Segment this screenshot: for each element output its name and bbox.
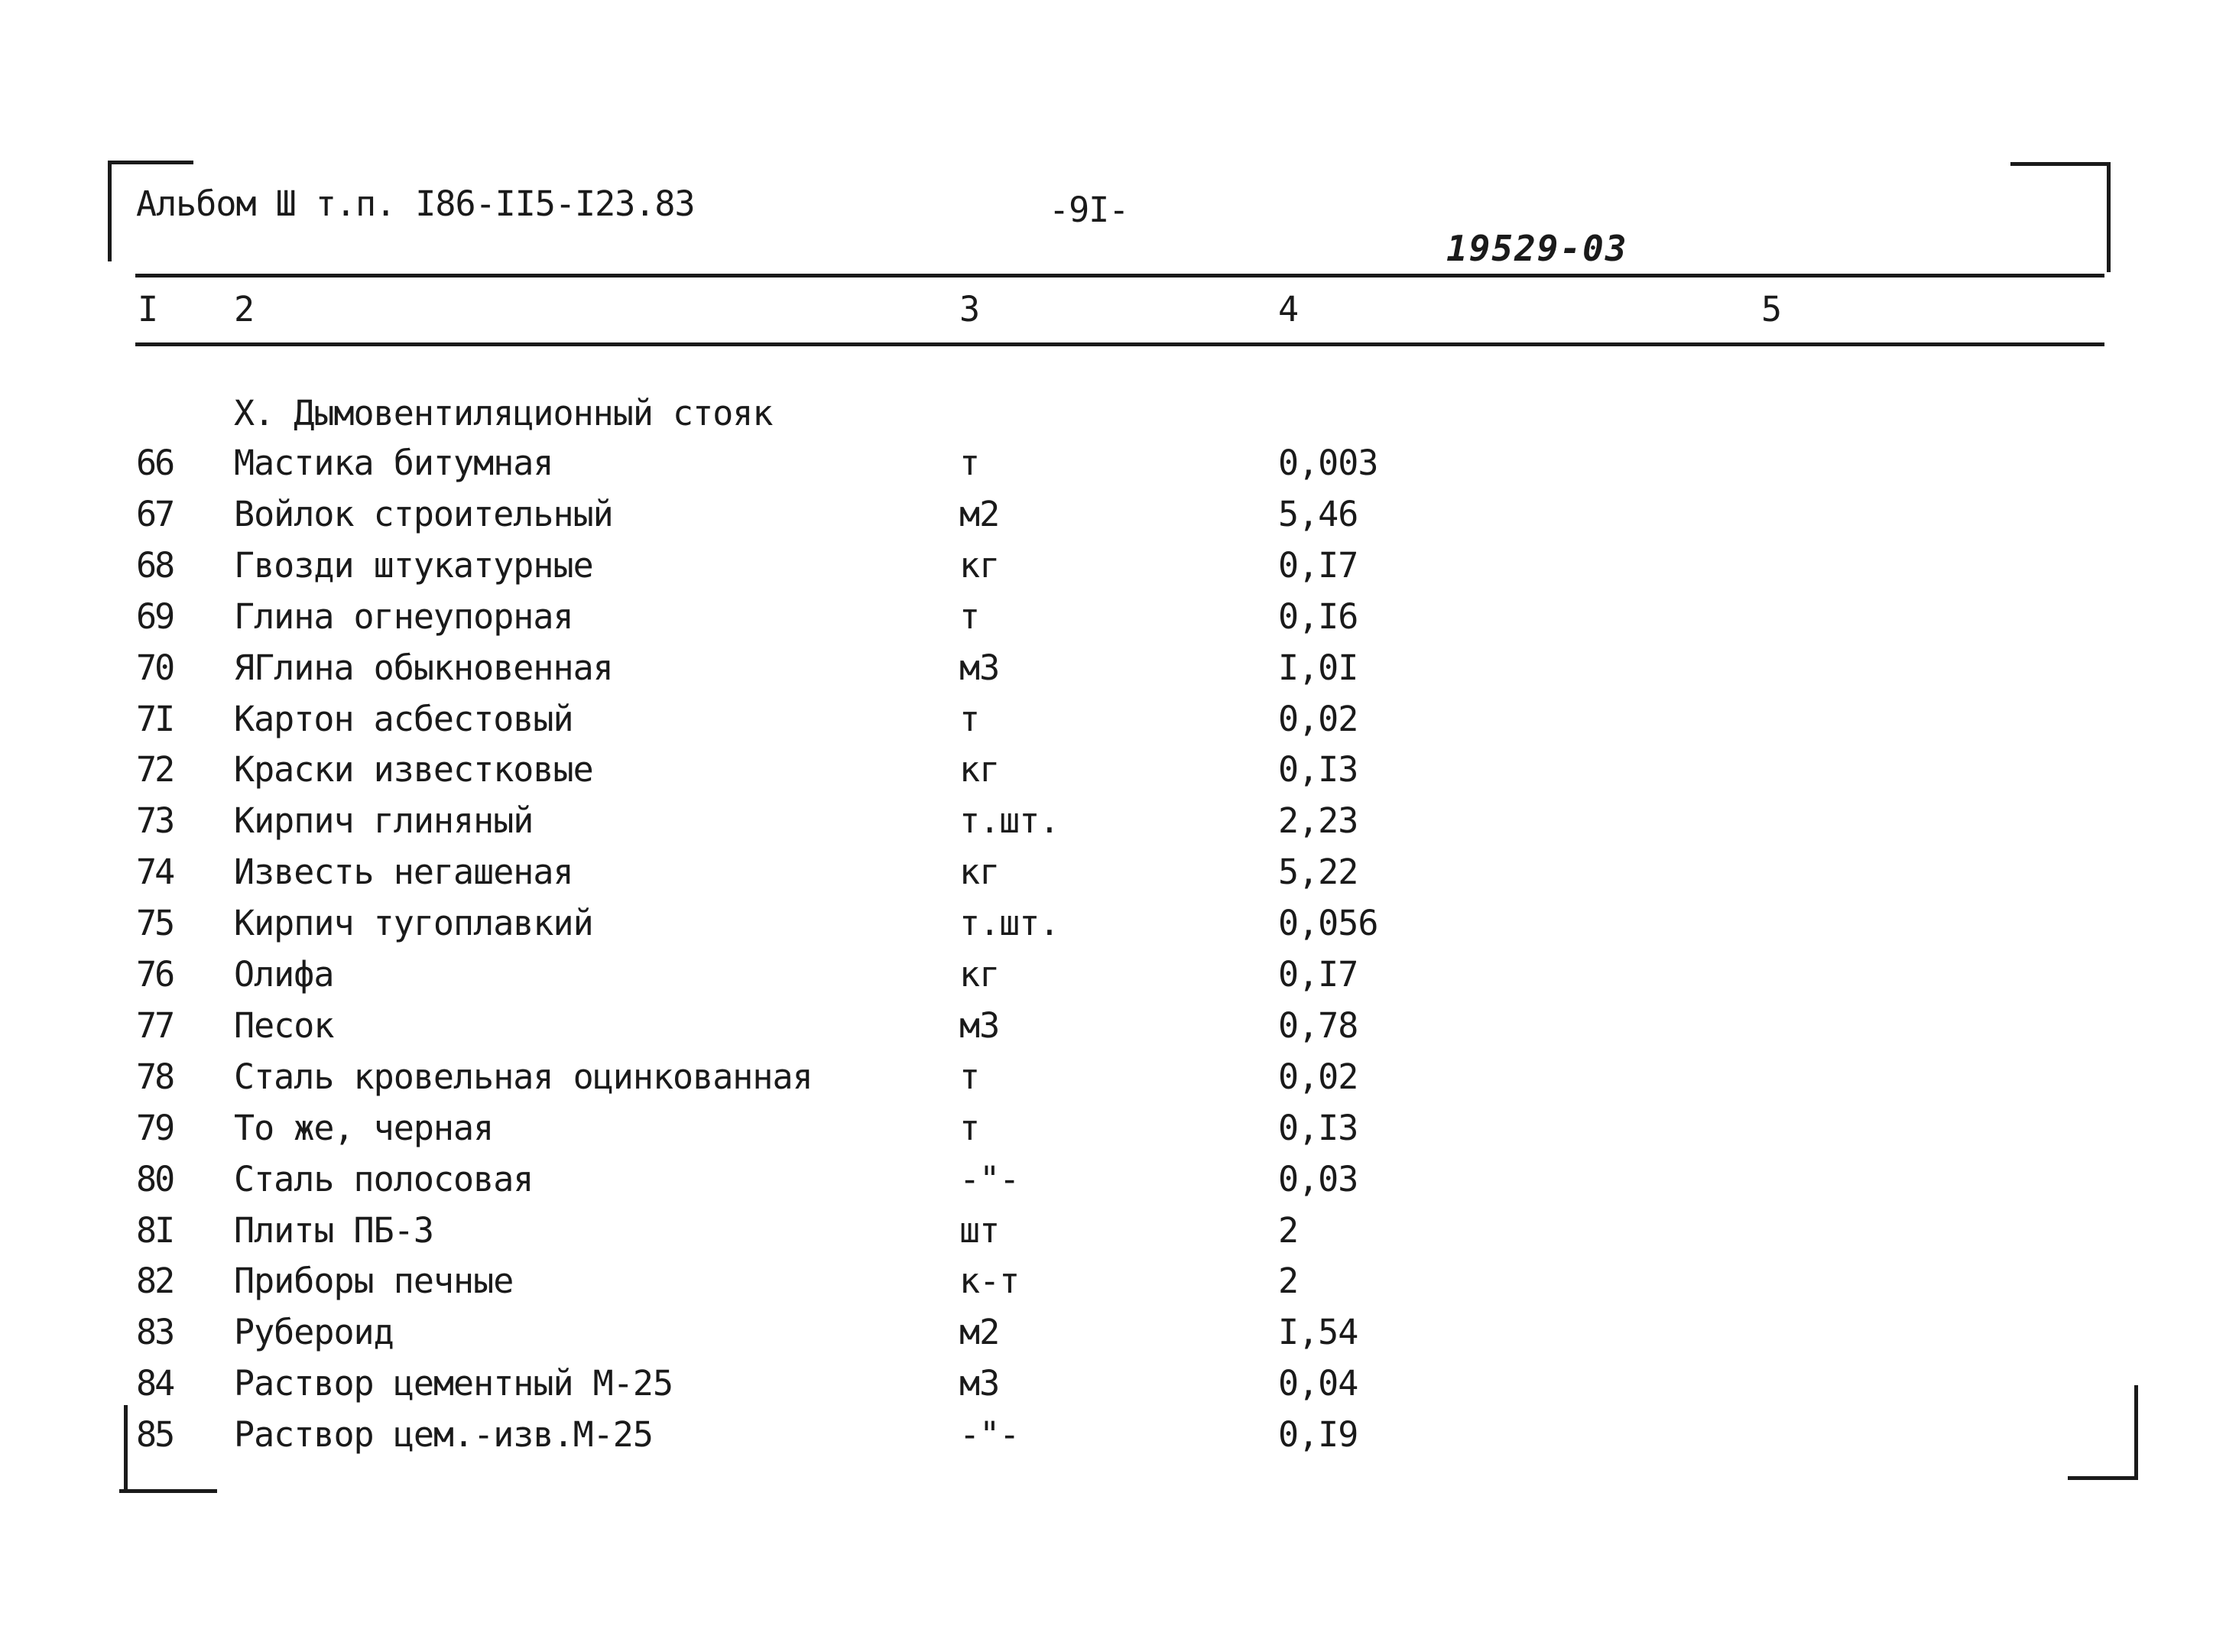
- table-row: [0, 949, 2239, 1000]
- table-row: [0, 1154, 2239, 1205]
- corner-mark-top-left-vertical: [108, 161, 112, 261]
- row-number: 66: [136, 443, 174, 483]
- table-row: [0, 898, 2239, 949]
- row-number: 82: [136, 1261, 174, 1301]
- unit: м3: [959, 647, 1000, 688]
- corner-mark-top-left-horizontal: [108, 161, 193, 164]
- row-number: 72: [136, 749, 174, 790]
- table-row: [0, 1001, 2239, 1051]
- quantity: 0,I7: [1278, 545, 1358, 586]
- row-number: 74: [136, 852, 174, 892]
- corner-mark-top-right-vertical: [2107, 162, 2111, 272]
- row-number: 76: [136, 954, 174, 995]
- quantity: 0,003: [1278, 443, 1378, 483]
- column-head-4: 4: [1278, 289, 1300, 329]
- material-name: ЯГлина обыкновенная: [234, 647, 613, 688]
- quantity: 0,04: [1278, 1363, 1358, 1404]
- table-row: [0, 643, 2239, 693]
- quantity: 0,02: [1278, 1056, 1358, 1097]
- row-number: 7I: [136, 699, 174, 739]
- row-number: 85: [136, 1414, 174, 1455]
- material-name: Приборы печные: [234, 1261, 514, 1301]
- album-reference: Альбом Ш т.п. I86-II5-I23.83: [136, 183, 695, 224]
- unit: т: [959, 1108, 980, 1148]
- material-name: Известь негашеная: [234, 852, 573, 892]
- row-number: 69: [136, 596, 174, 637]
- quantity: 0,02: [1278, 699, 1358, 739]
- material-name: Рубероид: [234, 1312, 394, 1352]
- quantity: I,54: [1278, 1312, 1358, 1352]
- material-name: Раствор цем.-изв.М-25: [234, 1414, 653, 1455]
- unit: т: [959, 1056, 980, 1097]
- header-rule-bottom: [135, 342, 2104, 346]
- unit: т: [959, 699, 980, 739]
- material-name: Песок: [234, 1005, 334, 1046]
- column-head-1: I: [138, 289, 159, 329]
- quantity: 5,22: [1278, 852, 1358, 892]
- quantity: 2: [1278, 1210, 1299, 1251]
- material-name: Краски известковые: [234, 749, 593, 790]
- quantity: 2: [1278, 1261, 1299, 1301]
- quantity: 0,78: [1278, 1005, 1358, 1046]
- material-name: Плиты ПБ-3: [234, 1210, 433, 1251]
- material-name: То же, черная: [234, 1108, 494, 1148]
- row-number: 68: [136, 545, 174, 586]
- document-code: 19529-03: [1446, 228, 1628, 269]
- material-name: Кирпич глиняный: [234, 800, 534, 841]
- column-head-5: 5: [1761, 289, 1783, 329]
- quantity: 0,I7: [1278, 954, 1358, 995]
- quantity: 0,I3: [1278, 1108, 1358, 1148]
- unit: м2: [959, 494, 1000, 534]
- table-row: [0, 847, 2239, 897]
- corner-mark-top-right-horizontal: [2010, 162, 2111, 166]
- table-row: [0, 438, 2239, 488]
- unit: -"-: [959, 1414, 1020, 1455]
- row-number: 80: [136, 1159, 174, 1199]
- row-number: 67: [136, 494, 174, 534]
- material-name: Глина огнеупорная: [234, 596, 573, 637]
- unit: м3: [959, 1363, 1000, 1404]
- unit: кг: [959, 852, 1000, 892]
- row-number: 77: [136, 1005, 174, 1046]
- table-row: [0, 1052, 2239, 1102]
- table-row: [0, 540, 2239, 591]
- column-head-3: 3: [959, 289, 981, 329]
- unit: т: [959, 443, 980, 483]
- unit: т.шт.: [959, 903, 1059, 943]
- table-row: [0, 592, 2239, 642]
- row-number: 70: [136, 647, 174, 688]
- material-name: Войлок строительный: [234, 494, 613, 534]
- unit: т: [959, 596, 980, 637]
- row-number: 75: [136, 903, 174, 943]
- quantity: 0,I3: [1278, 749, 1358, 790]
- unit: м3: [959, 1005, 1000, 1046]
- table-row: [0, 1206, 2239, 1256]
- column-head-2: 2: [234, 289, 255, 329]
- table-row: [0, 1256, 2239, 1306]
- material-name: Мастика битумная: [234, 443, 553, 483]
- table-row: [0, 745, 2239, 795]
- row-number: 84: [136, 1363, 174, 1404]
- table-row: [0, 1103, 2239, 1154]
- page-number: -9I-: [1049, 190, 1129, 230]
- unit: шт: [959, 1210, 1000, 1251]
- material-name: Гвозди штукатурные: [234, 545, 593, 586]
- unit: к-т: [959, 1261, 1020, 1301]
- material-name: Олифа: [234, 954, 334, 995]
- table-row: [0, 489, 2239, 540]
- row-number: 78: [136, 1056, 174, 1097]
- quantity: I,0I: [1278, 647, 1358, 688]
- unit: -"-: [959, 1159, 1020, 1199]
- material-name: Сталь полосовая: [234, 1159, 534, 1199]
- material-name: Картон асбестовый: [234, 699, 573, 739]
- unit: кг: [959, 749, 1000, 790]
- unit: м2: [959, 1312, 1000, 1352]
- corner-mark-bottom-left-horizontal: [119, 1489, 217, 1493]
- table-row: [0, 796, 2239, 846]
- unit: кг: [959, 954, 1000, 995]
- quantity: 2,23: [1278, 800, 1358, 841]
- material-name: Раствор цементный М-25: [234, 1363, 673, 1404]
- table-row: [0, 1307, 2239, 1358]
- quantity: 5,46: [1278, 494, 1358, 534]
- table-row: [0, 694, 2239, 745]
- quantity: 0,03: [1278, 1159, 1358, 1199]
- unit: кг: [959, 545, 1000, 586]
- header-rule-top: [135, 274, 2104, 277]
- row-number: 83: [136, 1312, 174, 1352]
- material-name: Кирпич тугоплавкий: [234, 903, 593, 943]
- quantity: 0,I9: [1278, 1414, 1358, 1455]
- corner-mark-bottom-right-horizontal: [2068, 1476, 2138, 1480]
- table-row: [0, 1358, 2239, 1409]
- table-row: [0, 1410, 2239, 1460]
- section-title: Х. Дымовентиляционный стояк: [234, 393, 773, 433]
- quantity: 0,I6: [1278, 596, 1358, 637]
- material-name: Сталь кровельная оцинкованная: [234, 1056, 813, 1097]
- quantity: 0,056: [1278, 903, 1378, 943]
- row-number: 79: [136, 1108, 174, 1148]
- unit: т.шт.: [959, 800, 1059, 841]
- row-number: 73: [136, 800, 174, 841]
- row-number: 8I: [136, 1210, 174, 1251]
